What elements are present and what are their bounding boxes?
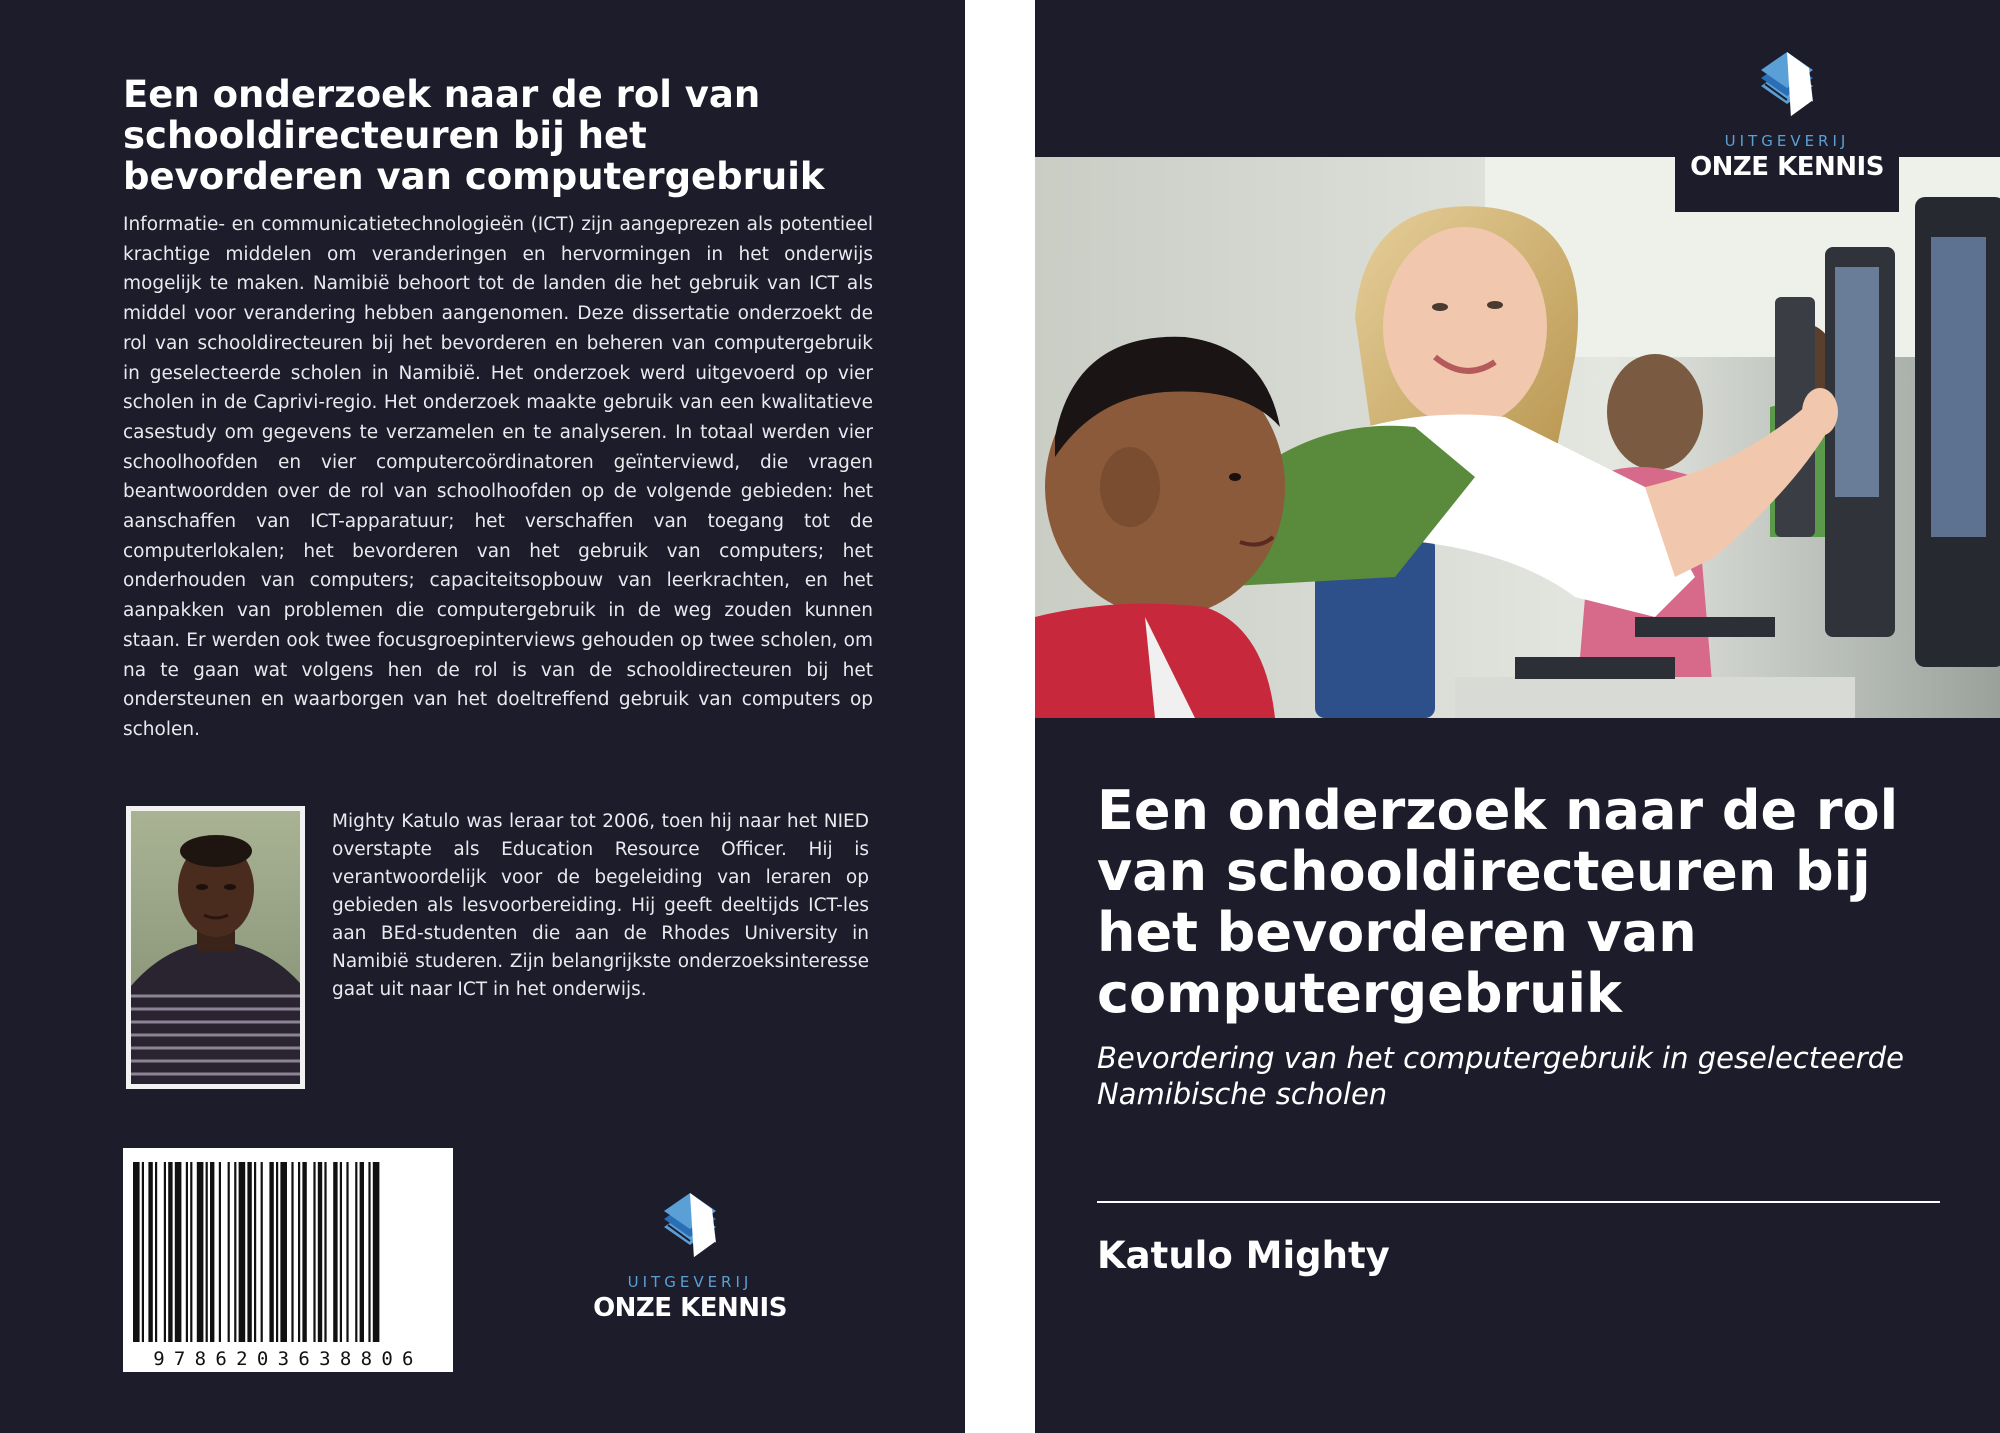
barcode-bar: [197, 1162, 204, 1342]
barcode-bar: [247, 1162, 251, 1342]
barcode-bar: [355, 1162, 357, 1342]
front-cover: [1035, 0, 2000, 1433]
barcode-bar: [175, 1162, 182, 1342]
author-photo: [126, 806, 305, 1089]
barcode-bar: [298, 1162, 300, 1342]
barcode-bar: [186, 1162, 188, 1342]
barcode-bar: [302, 1162, 306, 1342]
barcode-bar: [206, 1162, 208, 1342]
barcode-bar: [168, 1162, 172, 1342]
barcode-bar: [291, 1162, 293, 1342]
barcode-bar: [142, 1162, 144, 1342]
barcode-bar: [210, 1162, 214, 1342]
publisher-name: ONZE KENNIS: [593, 1293, 787, 1323]
barcode-bar: [373, 1162, 380, 1342]
book-stack-icon: [650, 1185, 730, 1265]
barcode-bar: [333, 1162, 337, 1342]
barcode-bar: [219, 1162, 221, 1342]
book-stack-icon: [1747, 44, 1827, 124]
front-cover-title: Een onderzoek naar de rol van schooldirecteuren bij het bevorderen van computergebruik: [1097, 779, 1899, 1025]
publisher-name: ONZE KENNIS: [1690, 152, 1884, 182]
barcode-bar: [133, 1162, 140, 1342]
divider: [1097, 1201, 1940, 1203]
book-spine: [965, 0, 1035, 1433]
back-publisher-logo: [580, 1185, 800, 1323]
author-bio: Mighty Katulo was leraar tot 2006, toen hij naar het NIED overstapte als Education Resource Officer. Hij is verantwoordelijk voor de begeleiding van leraren op gebieden als lesvoorbereiding. Hij geeft deeltijds ICT-les aan BEd-studenten die aan de Rhodes University in Namibië studeren. Zijn belangrijkste onderzoeksinteresse gaat uit naar ICT in het onderwijs.: [332, 811, 869, 1000]
barcode-bar: [340, 1162, 342, 1342]
barcode-bar: [234, 1162, 236, 1342]
barcode-bar: [360, 1162, 364, 1342]
barcode-bar: [239, 1162, 246, 1342]
barcode-bar: [164, 1162, 166, 1342]
barcode-bar: [190, 1162, 192, 1342]
back-cover-blurb: Informatie- en communicatietechnologieën (ICT) zijn aangeprezen als potentieel krachtige middelen om veranderingen en hervormingen in het onderwijs mogelijk te maken. Namibië behoort tot de landen die het gebruik van ICT als middel voor verandering hebben aangenomen. Deze dissertatie onderzoekt de rol van schooldirecteuren bij het bevorderen en beheren van computergebruik in geselecteerde scholen in Namibië. Het onderzoek werd uitgevoerd op vier scholen in de Caprivi-regio. Het onderzoek maakte gebruik van een kwalitatieve casestudy om gegevens te verzamelen en te analyseren. In totaal werden vier schoolhoofden en vier computercoördinatoren geïnterviewd, die vragen beantwoordden over de rol van schoolhoofden op de volgende gebieden: het aanschaffen van ICT-apparatuur; het verschaffen van toegang tot de computerlokalen; het bevorderen van het gebruik van computers; het onderhouden van computers; capaciteitsopbouw van leerkrachten, en het aanpakken van problemen die computergebruik in de weg zouden kunnen staan. Er werden ook twee focusgroepinterviews gehouden op twee scholen, om na te gaan wat volgens hen de rol is van de schooldirecteuren bij het ondersteunen en waarborgen van het doeltreffend gebruik van computers op scholen.: [123, 214, 873, 740]
cover-photo-classroom: [1035, 157, 2000, 718]
publisher-imprint: UITGEVERIJ: [1724, 132, 1850, 150]
barcode-bar: [254, 1162, 256, 1342]
back-cover: [0, 0, 965, 1433]
barcode-bar: [313, 1162, 315, 1342]
barcode-bar: [280, 1162, 287, 1342]
barcode-bar: [269, 1162, 273, 1342]
barcode-bar: [368, 1162, 370, 1342]
isbn-number: 9786203638806: [153, 1348, 423, 1370]
barcode-bar: [346, 1162, 348, 1342]
barcode-bar: [155, 1162, 157, 1342]
barcode-bar: [276, 1162, 278, 1342]
back-cover-title: Een onderzoek naar de rol van schooldirecteuren bij het bevorderen van computergebruik: [123, 73, 825, 198]
barcode-bar: [318, 1162, 322, 1342]
front-cover-subtitle: Bevordering van het computergebruik in geselecteerde Namibische scholen: [1097, 1041, 1904, 1111]
front-cover-author: Katulo Mighty: [1097, 1234, 1390, 1277]
isbn-barcode: [123, 1148, 453, 1372]
barcode-bar: [228, 1162, 230, 1342]
barcode-bar: [148, 1162, 152, 1342]
publisher-imprint: UITGEVERIJ: [627, 1273, 753, 1291]
barcode-bar: [261, 1162, 263, 1342]
barcode-bar: [324, 1162, 326, 1342]
front-publisher-logo: [1675, 0, 1899, 212]
